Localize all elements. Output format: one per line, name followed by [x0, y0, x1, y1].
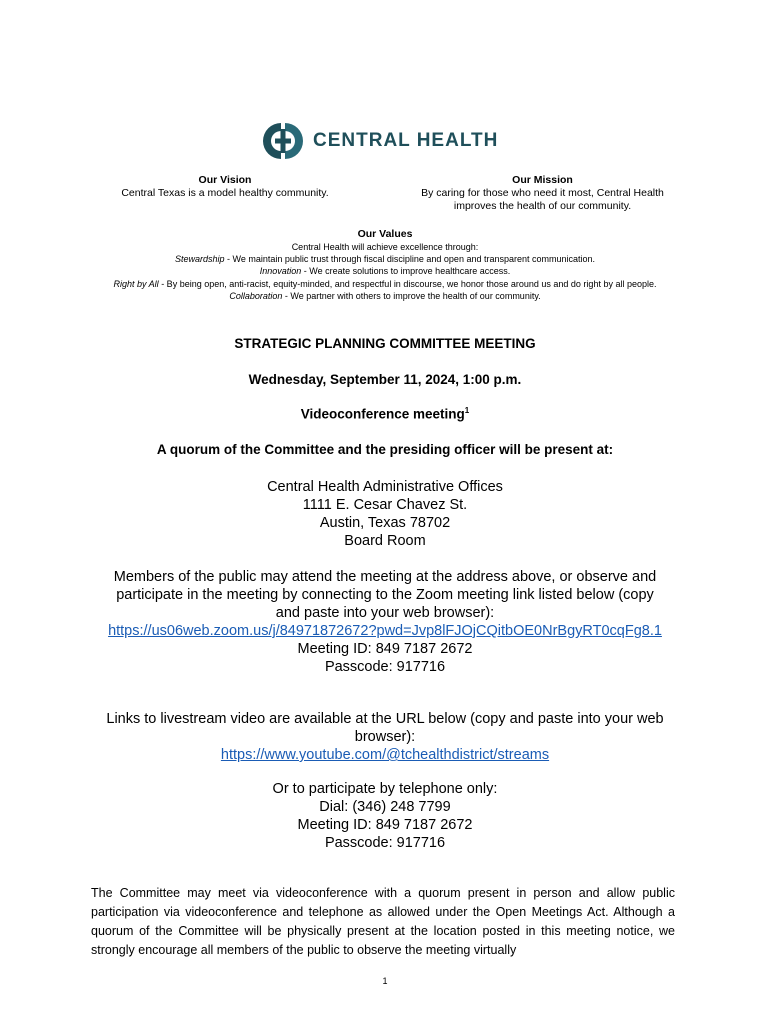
- value-item: [60, 265, 710, 277]
- value-text: - We create solutions to improve healthcare access.: [301, 266, 511, 277]
- address-line: Austin, Texas 78702: [319, 515, 451, 531]
- page-number: 1: [382, 976, 388, 986]
- value-term: Right by All: [113, 278, 159, 289]
- public-text: and paste into your web browser):: [275, 605, 495, 621]
- zoom-link[interactable]: https://us06web.zoom.us/j/84971872672?pwd=Jvp8lFJOjCQitbOE0NrBgyRT0cqFg8.1: [108, 623, 662, 639]
- phone-intro: Or to participate by telephone only:: [272, 781, 498, 797]
- central-health-logo: [263, 120, 498, 162]
- vision-section: [100, 174, 350, 200]
- logo-wordmark: CENTRAL HEALTH: [313, 130, 499, 151]
- vision-heading: Our Vision: [198, 174, 252, 186]
- public-attendance-info: [85, 568, 685, 676]
- vision-text: Central Texas is a model healthy community.: [121, 187, 329, 199]
- meeting-type-text: Videoconference meeting: [300, 406, 465, 422]
- telephone-info: [60, 780, 710, 852]
- mission-text-line2: improves the health of our community.: [453, 200, 632, 212]
- mission-text-line1: By caring for those who need it most, Central Health: [421, 187, 664, 199]
- value-text: - By being open, anti-racist, equity-minded, and respectful in discourse, we honor those around us and do right by all people.: [158, 278, 657, 289]
- value-text: - We partner with others to improve the health of our community.: [282, 290, 541, 301]
- meeting-date: Wednesday, September 11, 2024, 1:00 p.m.: [248, 372, 522, 387]
- zoom-passcode: Passcode: 917716: [324, 659, 446, 675]
- closing-paragraph: The Committee may meet via videoconference with a quorum present in person and allow public participation via videoconference and telephone as allowed under the Open Meetings Act. Although a quorum of the Committee will be physically present at the location posted in this meeting notice, we strongly encourage all members of the public to observe the meeting virtually: [91, 886, 675, 957]
- meeting-type: [60, 406, 710, 422]
- public-text: Members of the public may attend the meeting at the address above, or observe and: [113, 569, 657, 585]
- phone-passcode: Passcode: 917716: [324, 835, 446, 851]
- value-item: [60, 253, 710, 265]
- value-text: - We maintain public trust through fiscal discipline and open and transparent communication.: [224, 254, 596, 265]
- phone-dial: Dial: (346) 248 7799: [319, 799, 451, 815]
- phone-meeting-id: Meeting ID: 849 7187 2672: [297, 817, 473, 833]
- address-line: Board Room: [344, 533, 426, 549]
- meeting-title: STRATEGIC PLANNING COMMITTEE MEETING: [234, 336, 536, 351]
- value-item: [20, 278, 750, 290]
- address-line: Central Health Administrative Offices: [267, 479, 503, 495]
- quorum-statement: A quorum of the Committee and the presiding officer will be present at:: [156, 442, 614, 457]
- values-intro: Central Health will achieve excellence through:: [291, 242, 479, 252]
- livestream-info: [75, 710, 695, 764]
- meeting-address: [60, 478, 710, 550]
- value-item: [60, 290, 710, 302]
- values-heading: Our Values: [357, 228, 413, 240]
- footnote-mark: 1: [464, 406, 470, 415]
- zoom-meeting-id: Meeting ID: 849 7187 2672: [297, 641, 473, 657]
- value-term: Innovation: [259, 266, 302, 277]
- value-term: Collaboration: [229, 290, 283, 301]
- mission-section: [405, 174, 680, 213]
- address-line: 1111 E. Cesar Chavez St.: [302, 497, 468, 513]
- public-text: participate in the meeting by connecting to the Zoom meeting link listed below (copy: [116, 587, 654, 603]
- values-section: [60, 228, 710, 302]
- central-health-logo-icon: [263, 121, 303, 161]
- livestream-text: browser):: [354, 729, 416, 745]
- value-term: Stewardship: [174, 254, 225, 265]
- youtube-link[interactable]: https://www.youtube.com/@tchealthdistrict/streams: [220, 747, 550, 763]
- mission-heading: Our Mission: [512, 174, 573, 186]
- livestream-text: Links to livestream video are available at the URL below (copy and paste into your web: [106, 711, 664, 727]
